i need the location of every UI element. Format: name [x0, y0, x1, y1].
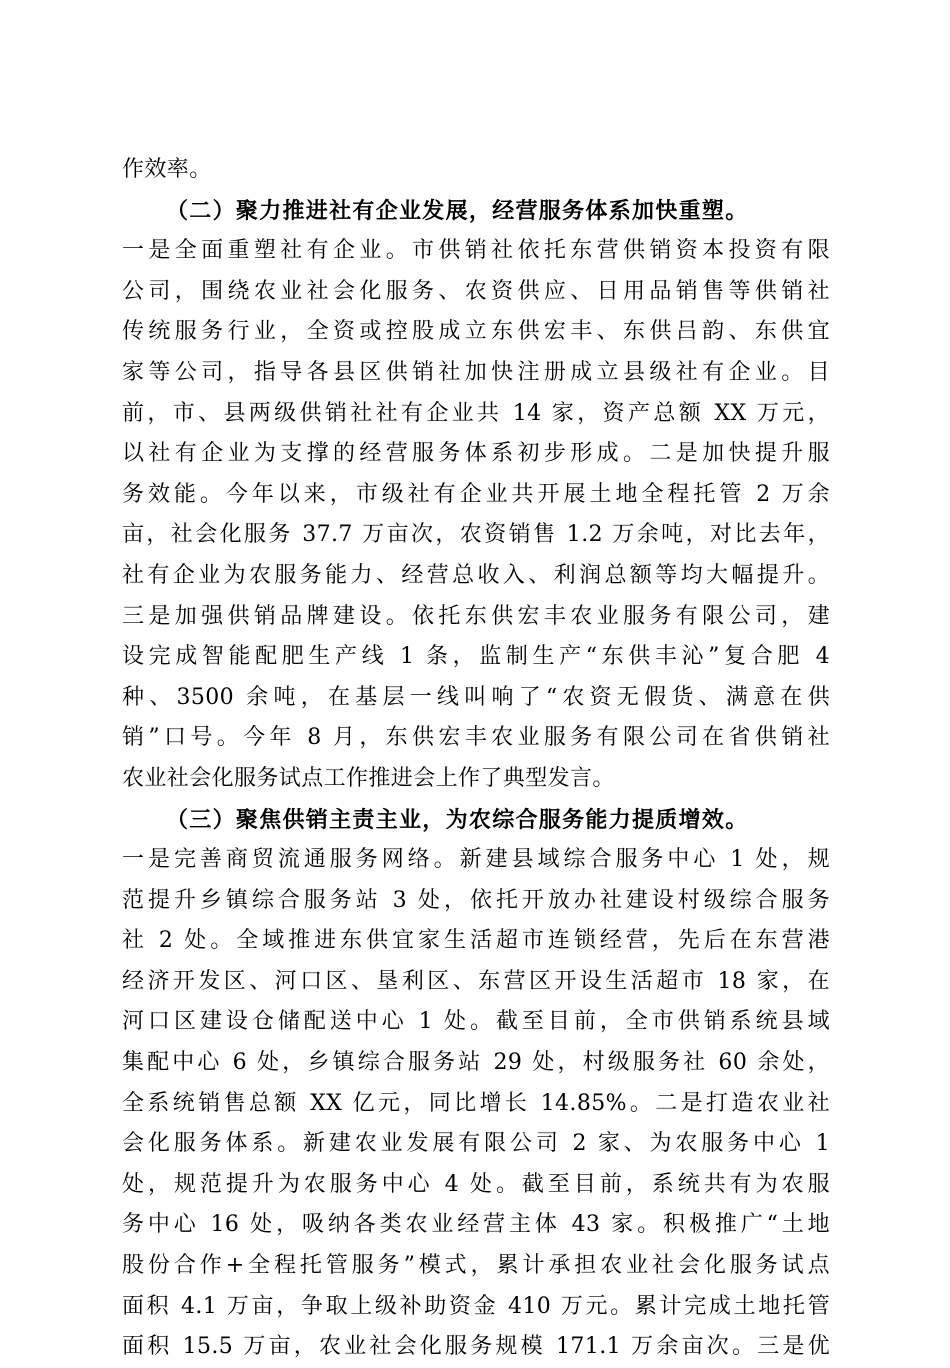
text-line: 河口区建设仓储配送中心 1 处。截至目前，全市供销系统县域	[122, 1009, 830, 1035]
text-line: 全系统销售总额 XX 亿元，同比增长 14.85%。二是打造农业社	[122, 1090, 830, 1116]
text-line: 经济开发区、河口区、垦利区、东营区开设生活超市 18 家，在	[122, 968, 830, 994]
text-line: 前，市、县两级供销社社有企业共 14 家，资产总额 XX 万元，	[122, 400, 830, 426]
text-line: 种、3500 余吨，在基层一线叫响了“农资无假货、满意在供	[122, 684, 830, 710]
text-line: 亩，社会化服务 37.7 万亩次，农资销售 1.2 万余吨，对比去年，	[122, 522, 830, 548]
text-line: 社有企业为农服务能力、经营总收入、利润总额等均大幅提升。	[122, 562, 830, 588]
text-line: 农业社会化服务试点工作推进会上作了典型发言。	[122, 765, 615, 791]
text-line: 销”口号。今年 8 月，东供宏丰农业服务有限公司在省供销社	[122, 725, 830, 751]
text-line: 一是完善商贸流通服务网络。新建县域综合服务中心 1 处，规	[122, 847, 830, 873]
text-line: 传统服务行业，全资或控股成立东供宏丰、东供吕韵、东供宜	[122, 319, 830, 345]
text-line: 会化服务体系。新建农业发展有限公司 2 家、为农服务中心 1	[122, 1131, 830, 1157]
text-line: 处，规范提升为农服务中心 4 处。截至目前，系统共有为农服	[122, 1171, 830, 1197]
text-line: 集配中心 6 处，乡镇综合服务站 29 处，村级服务社 60 余处，	[122, 1050, 830, 1076]
text-line: 家等公司，指导各县区供销社加快注册成立县级社有企业。目	[122, 359, 830, 385]
text-line: 股份合作+全程托管服务”模式，累计承担农业社会化服务试点	[122, 1253, 830, 1279]
text-line: 务效能。今年以来，市级社有企业共开展土地全程托管 2 万余	[122, 481, 830, 507]
section-heading-2	[122, 191, 830, 232]
text-line: 三是加强供销品牌建设。依托东供宏丰农业服务有限公司，建	[122, 603, 830, 629]
section-heading-2-text: （二）聚力推进社有企业发展，经营服务体系加快重塑。	[166, 197, 749, 224]
text-line: 作效率。	[122, 157, 212, 182]
text-line: 社 2 处。全域推进东供宜家生活超市连锁经营，先后在东营港	[122, 928, 830, 954]
text-line: 一是全面重塑社有企业。市供销社依托东营供销资本投资有限	[122, 238, 830, 264]
text-line: 范提升乡镇综合服务站 3 处，依托开放办社建设村级综合服务	[122, 887, 830, 913]
text-line: 面积 15.5 万亩，农业社会化服务规模 171.1 万余亩次。三是优	[122, 1334, 830, 1360]
text-line: 设完成智能配肥生产线 1 条，监制生产“东供丰沁”复合肥 4	[122, 644, 830, 670]
section-heading-3	[122, 800, 830, 841]
text-line: 面积 4.1 万亩，争取上级补助资金 410 万元。累计完成土地托管	[122, 1293, 830, 1319]
section-heading-3-text: （三）聚焦供销主责主业，为农综合服务能力提质增效。	[166, 806, 749, 833]
text-line: 务中心 16 处，吸纳各类农业经营主体 43 家。积极推广“土地	[122, 1212, 830, 1238]
text-line: 以社有企业为支撑的经营服务体系初步形成。二是加快提升服	[122, 441, 830, 467]
text-line: 公司，围绕农业社会化服务、农资供应、日用品销售等供销社	[122, 278, 830, 304]
body-text	[122, 150, 830, 1368]
